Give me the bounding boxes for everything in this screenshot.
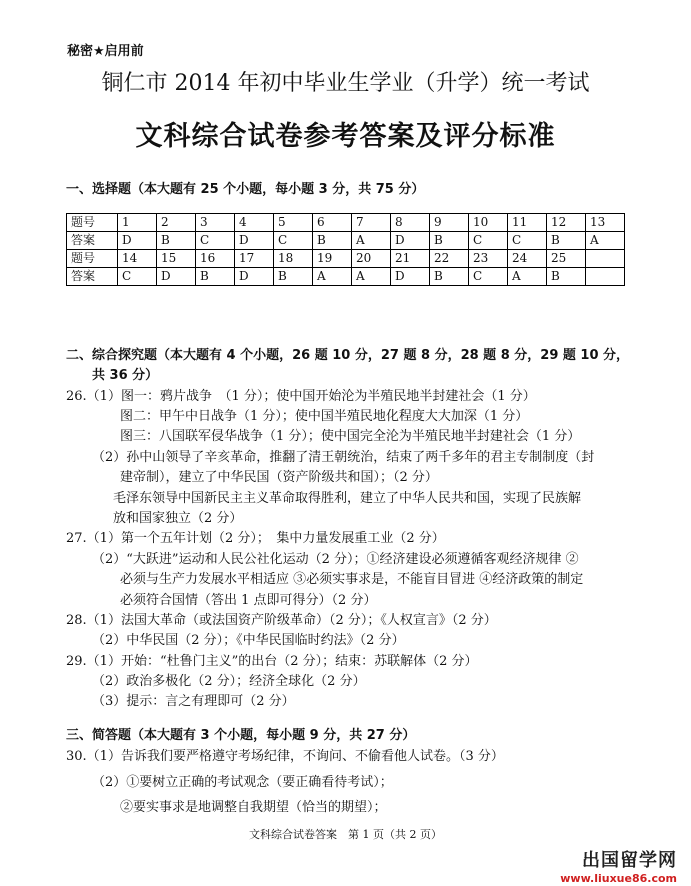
table-cell: 25 xyxy=(547,250,586,268)
section-3-heading: 三、简答题（本大题有 3 个小题，每小题 9 分，共 27 分） xyxy=(66,728,416,743)
table-cell: 2 xyxy=(157,214,196,232)
table-cell: 16 xyxy=(196,250,235,268)
section-2-heading: 二、综合探究题（本大题有 4 个小题，26 题 10 分，27 题 8 分，28 题 8 分，29 题 10 分， xyxy=(66,348,630,363)
table-cell: 11 xyxy=(508,214,547,232)
table-cell: D xyxy=(235,232,274,250)
answer-line: 毛泽东领导中国新民主主义革命取得胜利，建立了中华人民共和国，实现了民族解 xyxy=(113,491,582,506)
table-cell: B xyxy=(430,232,469,250)
table-cell xyxy=(586,250,625,268)
row-label: 题号 xyxy=(67,250,118,268)
table-cell: B xyxy=(313,232,352,250)
table-cell: A xyxy=(313,268,352,286)
document-title: 文科综合试卷参考答案及评分标准 xyxy=(135,121,556,152)
row-label: 题号 xyxy=(67,214,118,232)
table-cell: 24 xyxy=(508,250,547,268)
table-cell: C xyxy=(469,232,508,250)
answer-line: 27.（1）第一个五年计划（2 分）； 集中力量发展重工业（2 分） xyxy=(66,531,445,546)
answer-line: 29.（1）开始：“杜鲁门主义”的出台（2 分）；结束：苏联解体（2 分） xyxy=(66,654,478,669)
table-cell: 15 xyxy=(157,250,196,268)
table-cell: 23 xyxy=(469,250,508,268)
answer-row xyxy=(67,268,625,286)
table-cell: B xyxy=(157,232,196,250)
page-footer: 文科综合试卷答案 第 1 页（共 2 页） xyxy=(249,828,442,841)
table-cell: B xyxy=(274,268,313,286)
answer-line: 28.（1）法国大革命（或法国资产阶级革命）（2 分）；《人权宣言》（2 分） xyxy=(66,613,497,628)
answer-row xyxy=(67,232,625,250)
table-cell: 19 xyxy=(313,250,352,268)
table-cell xyxy=(586,268,625,286)
section-2-heading-cont: 共 36 分） xyxy=(92,368,159,383)
table-cell: D xyxy=(391,232,430,250)
table-cell: 20 xyxy=(352,250,391,268)
table-cell: B xyxy=(547,232,586,250)
table-cell: D xyxy=(235,268,274,286)
table-cell: 10 xyxy=(469,214,508,232)
table-cell: 17 xyxy=(235,250,274,268)
answer-line: （2）①要树立正确的考试观念（要正确看待考试）； xyxy=(92,775,393,790)
answer-line: （2）中华民国（2 分）；《中华民国临时约法》（2 分） xyxy=(92,633,405,648)
answer-line: 图三：八国联军侵华战争（1 分）；使中国完全沦为半殖民地半封建社会（1 分） xyxy=(120,429,581,444)
table-cell: 18 xyxy=(274,250,313,268)
table-cell: 3 xyxy=(196,214,235,232)
question-number-row xyxy=(67,214,625,232)
table-cell: A xyxy=(586,232,625,250)
table-cell: C xyxy=(118,268,157,286)
table-cell: 7 xyxy=(352,214,391,232)
answer-line: ②要实事求是地调整自我期望（恰当的期望）； xyxy=(120,800,387,815)
question-number-row xyxy=(67,250,625,268)
table-cell: 14 xyxy=(118,250,157,268)
exam-title: 铜仁市 2014 年初中毕业生学业（升学）统一考试 xyxy=(101,71,590,96)
table-cell: 12 xyxy=(547,214,586,232)
answer-line: （3）提示：言之有理即可（2 分） xyxy=(92,694,295,709)
answer-line: （2）“大跃进”运动和人民公社化运动（2 分）；①经济建设必须遵循客观经济规律 ② xyxy=(92,552,579,567)
table-cell: C xyxy=(196,232,235,250)
answer-table xyxy=(66,213,625,286)
table-cell: 4 xyxy=(235,214,274,232)
section-1-heading: 一、选择题（本大题有 25 个小题，每小题 3 分，共 75 分） xyxy=(66,182,425,197)
answer-line: 图二：甲午中日战争（1 分）；使中国半殖民地化程度大大加深（1 分） xyxy=(120,409,529,424)
table-cell: B xyxy=(430,268,469,286)
table-cell: C xyxy=(508,232,547,250)
answer-line: 必须与生产力发展水平相适应 ③必须实事求是，不能盲目冒进 ④经济政策的制定 xyxy=(120,572,584,587)
answer-line: 26.（1）图一：鸦片战争 （1 分）；使中国开始沦为半殖民地半封建社会（1 分） xyxy=(66,389,536,404)
watermark-url: www.liuxue86.com xyxy=(560,872,677,885)
answer-line: 放和国家独立（2 分） xyxy=(113,511,243,526)
answer-line: （2）孙中山领导了辛亥革命，推翻了清王朝统治，结束了两千多年的君主专制制度（封 xyxy=(92,450,595,465)
table-cell: 6 xyxy=(313,214,352,232)
table-cell: A xyxy=(508,268,547,286)
table-cell: A xyxy=(352,268,391,286)
site-watermark xyxy=(560,846,677,885)
table-cell: 5 xyxy=(274,214,313,232)
table-cell: 8 xyxy=(391,214,430,232)
watermark-name: 出国留学网 xyxy=(582,850,677,871)
table-cell: 21 xyxy=(391,250,430,268)
table-cell: 22 xyxy=(430,250,469,268)
table-cell: B xyxy=(196,268,235,286)
answer-line: 30.（1）告诉我们要严格遵守考场纪律，不询问、不偷看他人试卷。（3 分） xyxy=(66,749,504,764)
answer-line: （2）政治多极化（2 分）；经济全球化（2 分） xyxy=(92,674,366,689)
row-label: 答案 xyxy=(67,232,118,250)
confidential-label: 秘密★启用前 xyxy=(67,44,144,59)
table-cell: C xyxy=(274,232,313,250)
table-cell: B xyxy=(547,268,586,286)
table-cell: D xyxy=(157,268,196,286)
table-cell: D xyxy=(118,232,157,250)
table-cell: 13 xyxy=(586,214,625,232)
table-cell: A xyxy=(352,232,391,250)
table-cell: D xyxy=(391,268,430,286)
table-cell: 9 xyxy=(430,214,469,232)
answer-line: 必须符合国情（答出 1 点即可得分）（2 分） xyxy=(120,593,377,608)
answer-line: 建帝制），建立了中华民国（资产阶级共和国）；（2 分） xyxy=(120,470,438,485)
row-label: 答案 xyxy=(67,268,118,286)
table-cell: C xyxy=(469,268,508,286)
table-cell: 1 xyxy=(118,214,157,232)
